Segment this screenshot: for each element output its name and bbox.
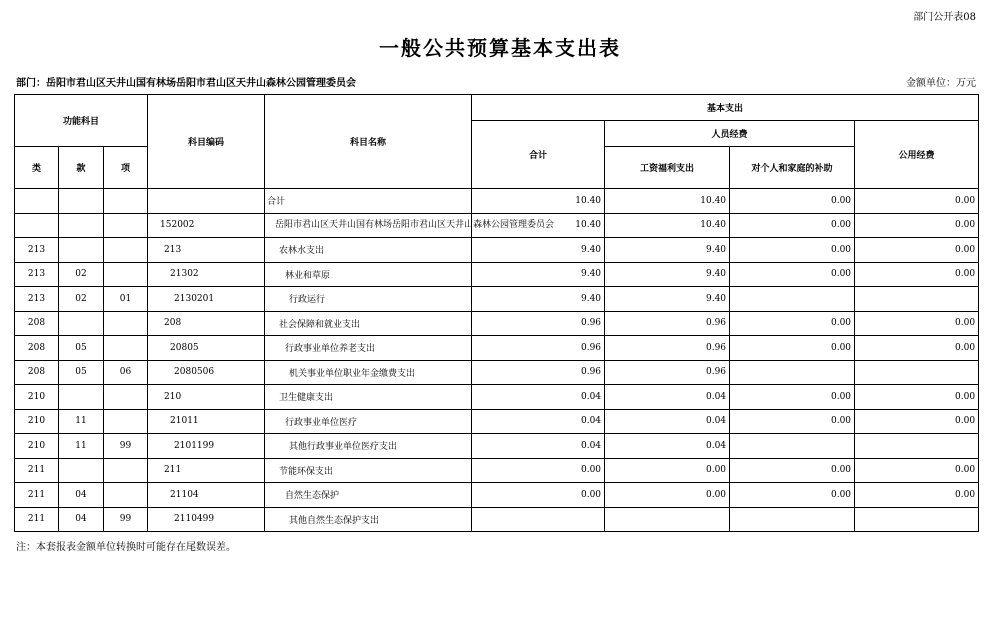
cell-lei: 213 [15,287,59,312]
cell-xiang [104,458,148,483]
cell-name: 节能环保支出 [265,458,472,483]
header-public: 公用经费 [855,121,979,189]
cell-salary: 0.00 [605,483,730,508]
header-salary: 工资福利支出 [605,147,730,189]
table-row [15,311,979,336]
cell-lei: 211 [15,507,59,532]
cell-subsidy: 0.00 [730,385,855,410]
table-row [15,262,979,287]
table-row [15,409,979,434]
cell-kuan [59,213,104,238]
cell-kuan [59,238,104,263]
cell-name: 其他行政事业单位医疗支出 [265,434,472,459]
cell-public [855,360,979,385]
cell-total: 9.40 [472,262,605,287]
cell-total [472,507,605,532]
header-total: 合计 [472,121,605,189]
cell-lei: 208 [15,336,59,361]
cell-lei: 210 [15,385,59,410]
form-number: 部门公开表08 [913,12,976,23]
cell-total: 0.96 [472,336,605,361]
cell-kuan: 11 [59,409,104,434]
cell-code: 152002 [148,213,265,238]
cell-subsidy [730,287,855,312]
cell-total: 0.96 [472,311,605,336]
cell-subsidy: 0.00 [730,483,855,508]
cell-public: 0.00 [855,458,979,483]
header-kuan: 款 [59,147,104,189]
cell-kuan [59,311,104,336]
cell-name: 林业和草原 [265,262,472,287]
cell-kuan: 11 [59,434,104,459]
cell-subsidy: 0.00 [730,238,855,263]
cell-xiang [104,213,148,238]
cell-lei: 210 [15,409,59,434]
cell-total: 0.96 [472,360,605,385]
cell-subsidy: 0.00 [730,311,855,336]
cell-salary: 0.96 [605,336,730,361]
cell-salary: 0.96 [605,360,730,385]
department-label: 部门：岳阳市君山区天井山国有林场岳阳市君山区天井山森林公园管理委员会 [16,78,356,89]
cell-code [148,189,265,214]
amount-unit-label: 金额单位：万元 [906,78,976,89]
cell-kuan: 05 [59,360,104,385]
cell-lei: 213 [15,238,59,263]
cell-xiang [104,262,148,287]
cell-code: 211 [148,458,265,483]
cell-kuan: 02 [59,262,104,287]
cell-total: 0.00 [472,458,605,483]
cell-public [855,507,979,532]
cell-kuan [59,189,104,214]
cell-salary: 0.04 [605,385,730,410]
cell-subsidy: 0.00 [730,336,855,361]
cell-public: 0.00 [855,238,979,263]
header-code: 科目编码 [148,95,265,189]
table-row [15,507,979,532]
cell-code: 208 [148,311,265,336]
cell-total: 9.40 [472,287,605,312]
cell-xiang [104,311,148,336]
table-row [15,336,979,361]
cell-kuan: 04 [59,507,104,532]
cell-code: 2110499 [148,507,265,532]
cell-public: 0.00 [855,311,979,336]
cell-lei: 210 [15,434,59,459]
cell-salary: 0.04 [605,409,730,434]
header-subsidy: 对个人和家庭的补助 [730,147,855,189]
header-name: 科目名称 [265,95,472,189]
cell-total: 9.40 [472,238,605,263]
cell-xiang [104,385,148,410]
cell-kuan [59,458,104,483]
cell-total: 10.40 [472,213,605,238]
table-row [15,385,979,410]
cell-total: 0.00 [472,483,605,508]
budget-table [14,94,979,532]
cell-public: 0.00 [855,262,979,287]
cell-subsidy [730,434,855,459]
cell-lei [15,213,59,238]
cell-salary: 0.04 [605,434,730,459]
cell-xiang: 99 [104,434,148,459]
table-row [15,434,979,459]
cell-code: 2130201 [148,287,265,312]
cell-xiang [104,336,148,361]
cell-salary [605,507,730,532]
cell-code: 2101199 [148,434,265,459]
cell-subsidy [730,360,855,385]
cell-xiang [104,483,148,508]
cell-xiang: 01 [104,287,148,312]
cell-lei: 208 [15,311,59,336]
cell-total: 0.04 [472,409,605,434]
table-row [15,189,979,214]
cell-name: 岳阳市君山区天井山国有林场岳阳市君山区天井山森林公园管理委员会 [265,213,472,238]
cell-lei [15,189,59,214]
cell-salary: 10.40 [605,189,730,214]
cell-code: 20805 [148,336,265,361]
cell-salary: 9.40 [605,262,730,287]
table-body [15,189,979,532]
cell-salary: 10.40 [605,213,730,238]
cell-subsidy: 0.00 [730,409,855,434]
table-row [15,360,979,385]
cell-code: 213 [148,238,265,263]
cell-name: 机关事业单位职业年金缴费支出 [265,360,472,385]
cell-kuan: 02 [59,287,104,312]
footnote: 注：本套报表金额单位转换时可能存在尾数误差。 [16,542,236,553]
cell-code: 2080506 [148,360,265,385]
cell-code: 21302 [148,262,265,287]
table-row [15,213,979,238]
cell-lei: 211 [15,483,59,508]
cell-name: 合计 [265,189,472,214]
cell-salary: 0.00 [605,458,730,483]
cell-name: 行政事业单位医疗 [265,409,472,434]
cell-code: 21011 [148,409,265,434]
table-row [15,238,979,263]
cell-name: 社会保障和就业支出 [265,311,472,336]
cell-kuan: 05 [59,336,104,361]
table-row [15,483,979,508]
cell-total: 0.04 [472,385,605,410]
cell-lei: 211 [15,458,59,483]
cell-subsidy [730,507,855,532]
header-lei: 类 [15,147,59,189]
header-personnel: 人员经费 [605,121,855,147]
cell-name: 行政事业单位养老支出 [265,336,472,361]
table-row [15,458,979,483]
cell-public: 0.00 [855,189,979,214]
cell-public [855,434,979,459]
cell-subsidy: 0.00 [730,189,855,214]
cell-name: 行政运行 [265,287,472,312]
cell-lei: 213 [15,262,59,287]
cell-lei: 208 [15,360,59,385]
cell-public: 0.00 [855,336,979,361]
cell-subsidy: 0.00 [730,213,855,238]
cell-xiang: 06 [104,360,148,385]
cell-name: 其他自然生态保护支出 [265,507,472,532]
cell-public: 0.00 [855,385,979,410]
cell-subsidy: 0.00 [730,262,855,287]
cell-salary: 9.40 [605,287,730,312]
header-basic: 基本支出 [472,95,979,121]
cell-code: 210 [148,385,265,410]
cell-total: 0.04 [472,434,605,459]
cell-public: 0.00 [855,483,979,508]
cell-subsidy: 0.00 [730,458,855,483]
cell-salary: 0.96 [605,311,730,336]
cell-public: 0.00 [855,213,979,238]
cell-xiang [104,189,148,214]
cell-kuan: 04 [59,483,104,508]
cell-name: 自然生态保护 [265,483,472,508]
cell-name: 农林水支出 [265,238,472,263]
cell-public [855,287,979,312]
cell-code: 21104 [148,483,265,508]
table-row [15,287,979,312]
header-xiang: 项 [104,147,148,189]
cell-xiang: 99 [104,507,148,532]
header-func-subject: 功能科目 [15,95,148,147]
cell-name: 卫生健康支出 [265,385,472,410]
cell-kuan [59,385,104,410]
cell-total: 10.40 [472,189,605,214]
cell-xiang [104,238,148,263]
cell-xiang [104,409,148,434]
page-title: 一般公共预算基本支出表 [379,36,621,60]
cell-public: 0.00 [855,409,979,434]
cell-salary: 9.40 [605,238,730,263]
